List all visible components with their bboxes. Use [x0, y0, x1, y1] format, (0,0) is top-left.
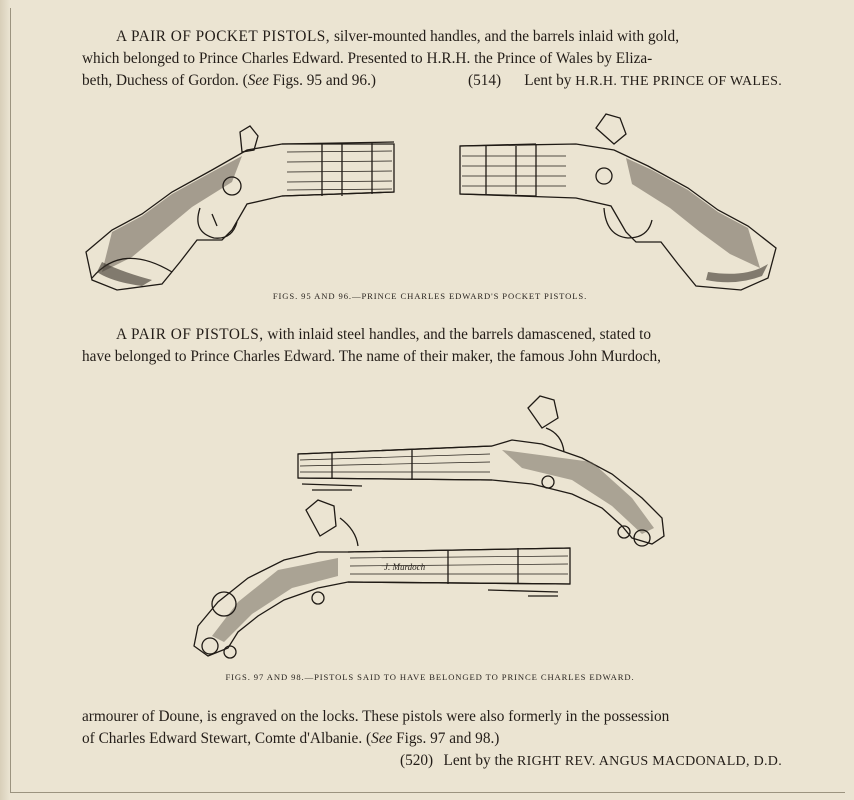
figure-caption-95-96: FIGS. 95 AND 96.—PRINCE CHARLES EDWARD'S POCKET PISTOLS.	[272, 291, 588, 301]
lender-name: RIGHT REV. ANGUS MACDONALD, D.D.	[517, 754, 782, 769]
paragraph-pistols: A PAIR OF PISTOLS, with inlaid steel handles, and the barrels damascened, stated to have belonged to Prince Charles Edward. The name of their maker, the famous John Murdoch,	[82, 326, 661, 365]
pocket-pistol-right-illustration	[456, 108, 782, 294]
paragraph-pocket-pistols: A PAIR OF POCKET PISTOLS, silver-mounted handles, and the barrels inlaid with gold, which belonged to Prince Charles Edward. Presented to H.R.H. the Prince of Wales by Eliza- beth, Duchess of Gordon. (See Figs. 95 and 96.) (514) Lent by H.R.H. THE PRINCE OF WALES.	[82, 26, 782, 92]
figure-caption-97-98: FIGS. 97 AND 98.—PISTOLS SAID TO HAVE BELONGED TO PRINCE CHARLES EDWARD.	[225, 672, 635, 682]
lender-name: H.R.H. THE PRINCE OF WALES.	[575, 74, 782, 89]
paragraph-lead: A PAIR OF PISTOLS,	[116, 326, 264, 343]
maker-engraving: J. Murdoch	[384, 562, 426, 572]
catalogue-number: (520)	[400, 752, 434, 769]
long-pistol-lower-illustration	[188, 496, 578, 666]
paragraph-lead: A PAIR OF POCKET PISTOLS,	[116, 28, 331, 45]
catalogue-number: (514)	[468, 72, 502, 89]
page-edge	[0, 0, 10, 800]
pocket-pistol-left-illustration	[82, 122, 402, 294]
paragraph-armourer: armourer of Doune, is engraved on the locks. These pistols were also formerly in the possession of Charles Edward Stewart, Comte d'Albanie. (See Figs. 97 and 98.) (520) Lent by the RIGHT REV. ANGUS MACDONALD, D.D.	[82, 706, 782, 772]
